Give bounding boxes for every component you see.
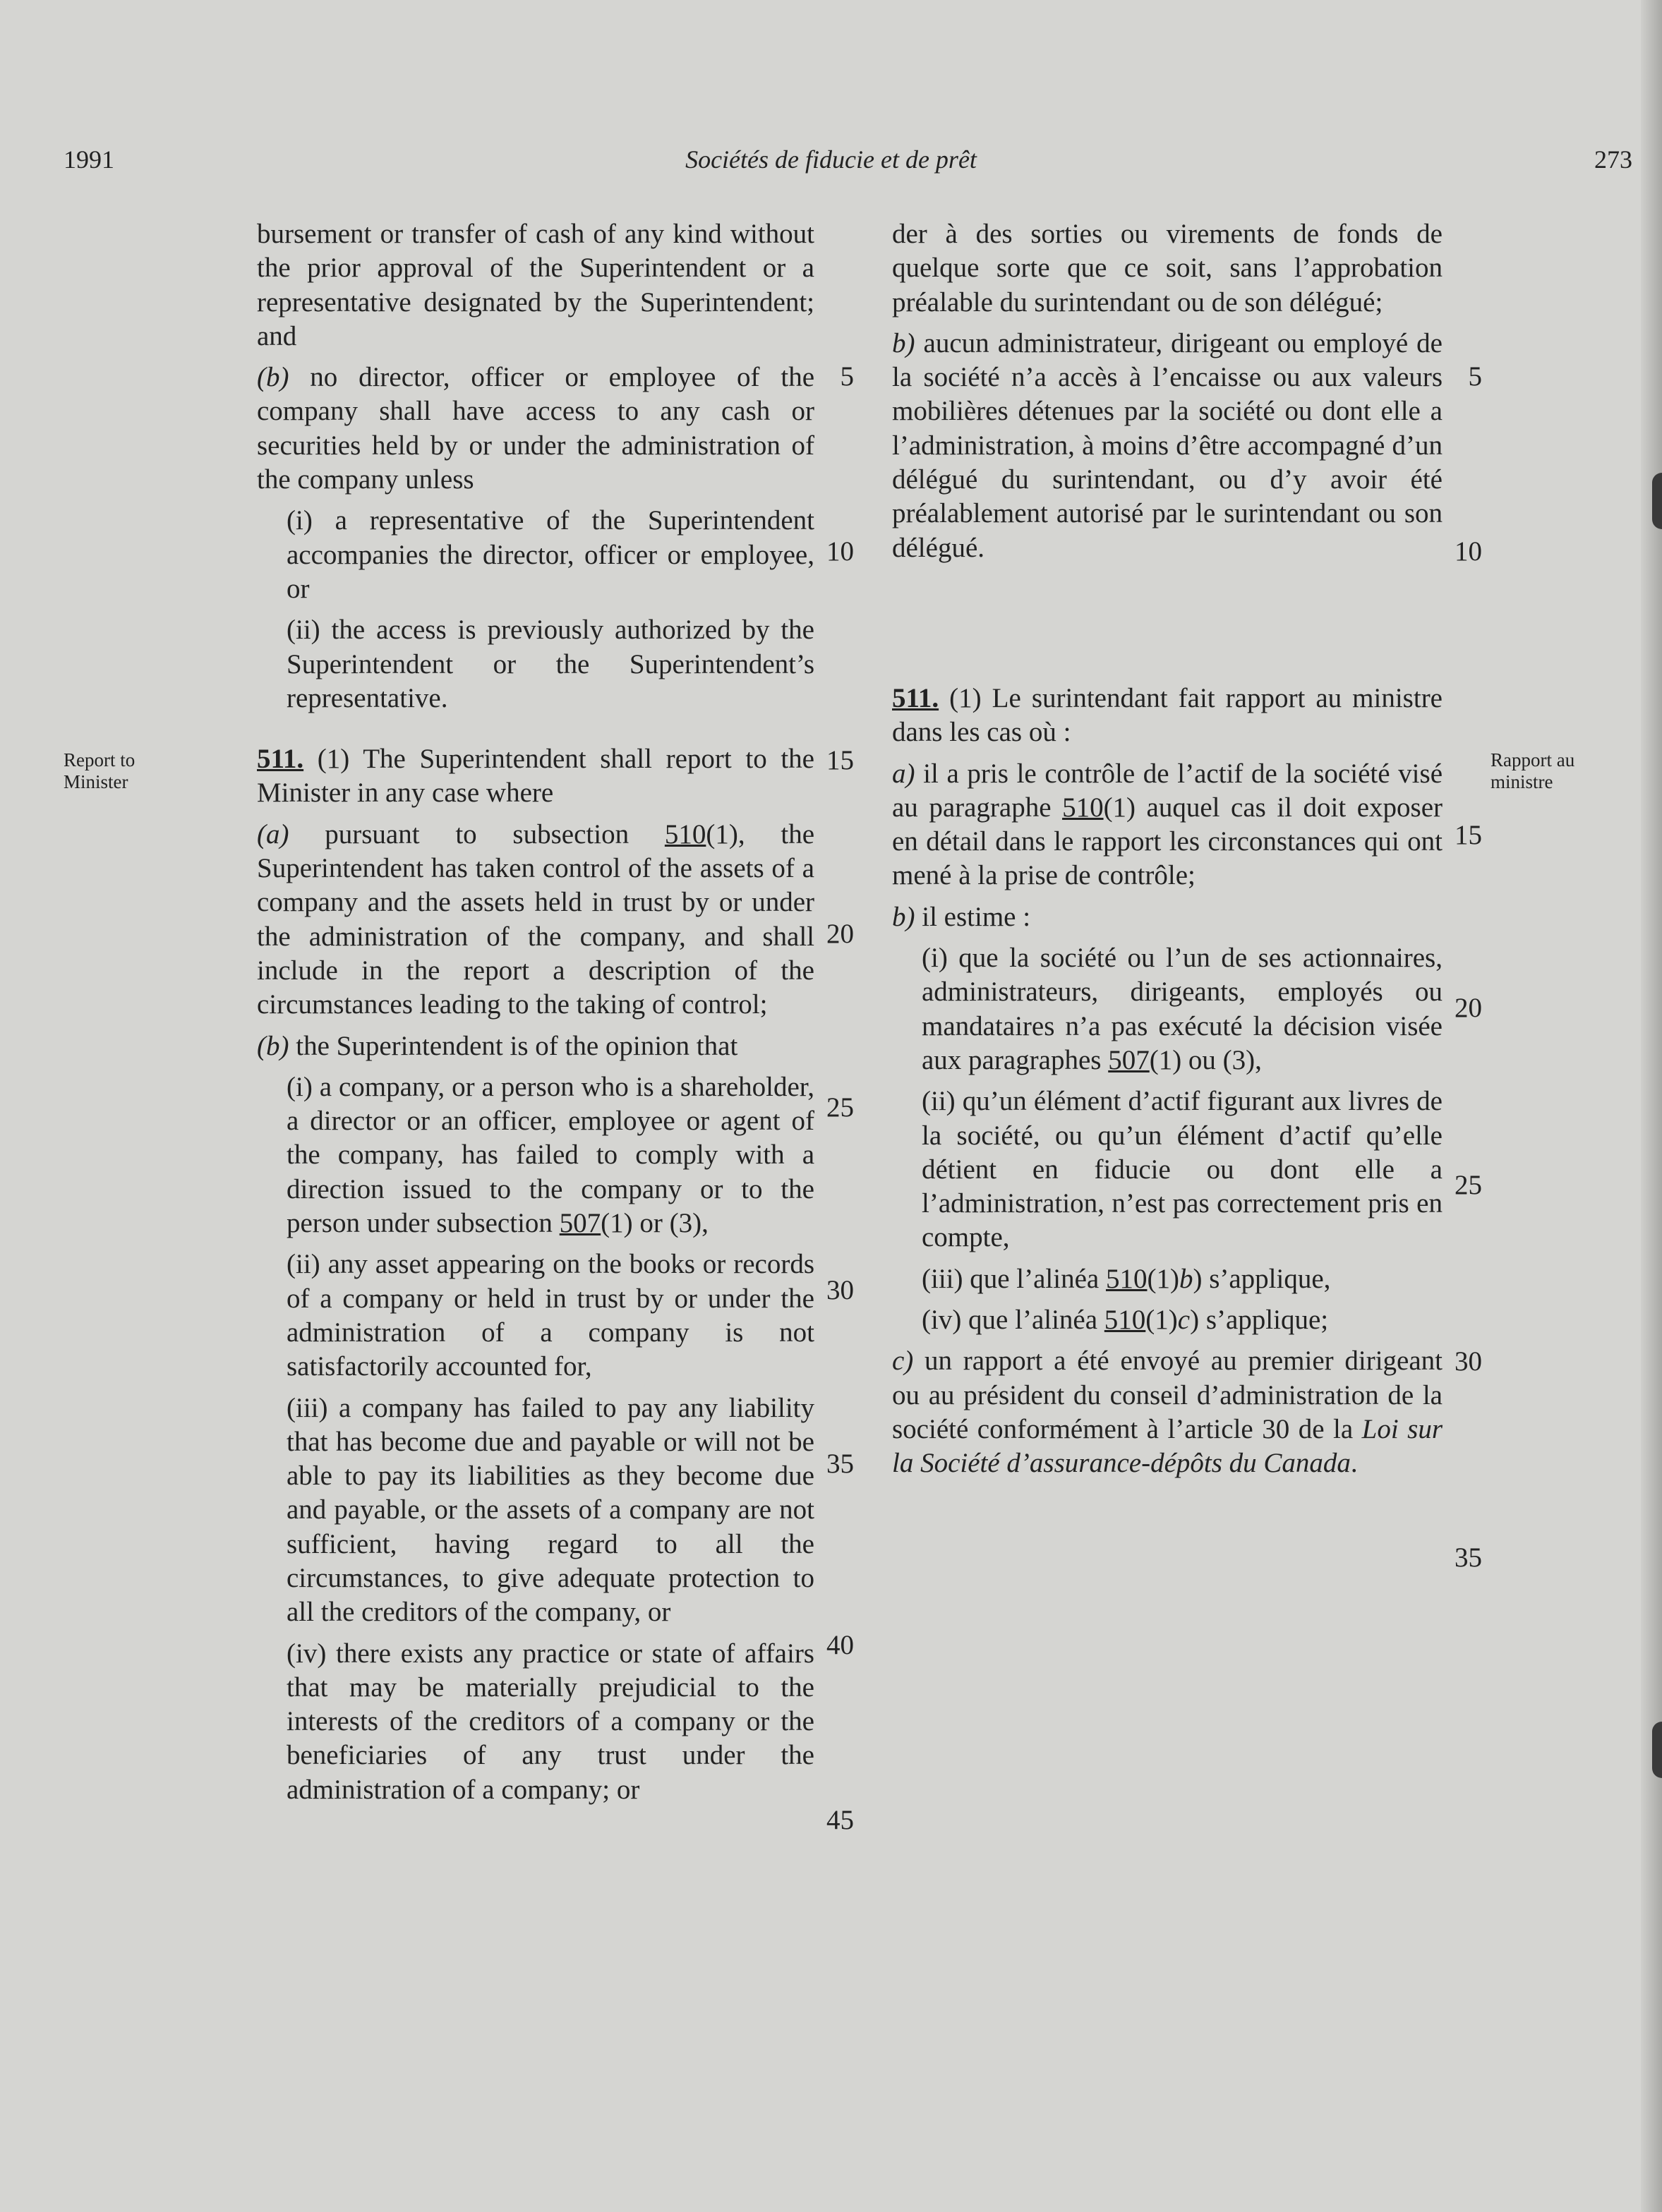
para-label: a) [892, 758, 915, 789]
line-number: 35 [1455, 1542, 1482, 1573]
para-text: (1) ou (3), [1149, 1044, 1262, 1075]
para-text: aucun administrateur, dirigeant ou employé de la société n’a accès à l’encaisse ou aux valeurs mobilières détenues par la société ou dont elle a l’administration, à moins d’être accompagné d’un délégué du surintendant, ou d’y avoir été préalablement autorisé par le surintendant ou son délégué. [892, 327, 1443, 563]
section-text: (1) The Superintendent shall report to the Minister in any case where [257, 744, 814, 809]
french-column [892, 217, 1443, 1481]
line-number: 35 [826, 1449, 854, 1479]
subparagraph-i [892, 941, 1443, 1077]
binder-tab-mark [1652, 473, 1662, 529]
header-year: 1991 [64, 145, 114, 174]
cross-reference: 510 [1062, 792, 1104, 823]
paragraph-b [892, 327, 1443, 565]
cross-reference: 510 [664, 818, 706, 850]
para-label: b) [892, 327, 915, 358]
section-511 [226, 742, 814, 811]
section-number: 511. [892, 682, 939, 713]
paragraph-b2 [257, 1029, 814, 1063]
para-text: (1) [1145, 1305, 1178, 1336]
para-text: no director, officer or employee of the company shall have access to any cash or securities held by or under the administration of the company unless [257, 362, 814, 495]
subparagraph-ii: (ii) any asset appearing on the books or records of a company or held in trust by or under the administration of a company is not satisfactorily accounted for, [287, 1249, 814, 1382]
line-number: 15 [1455, 820, 1482, 850]
paragraph-b2 [892, 900, 1443, 934]
section-511 [861, 682, 1443, 750]
para-text: b [1179, 1263, 1193, 1294]
header-title: Sociétés de fiducie et de prêt [685, 145, 977, 174]
para-text: (1) or (3), [601, 1208, 709, 1239]
margin-note-text: Rapport au ministre [1491, 749, 1575, 792]
cross-reference: 510 [1105, 1263, 1148, 1294]
section-text: (1) Le surintendant fait rapport au ministre dans les cas où : [892, 682, 1443, 748]
para-text: (1) auquel cas il doit exposer en détail dans le rapport les circonstances qui ont mené à la prise de contrôle; [892, 792, 1443, 891]
paragraph-a [257, 818, 814, 1022]
line-number: 30 [1455, 1346, 1482, 1377]
page-number: 273 [1594, 145, 1632, 174]
margin-note-report-to-minister [64, 749, 135, 793]
para-text: (1), the Superintendent has taken control of the assets of a company and the assets held in trust by or under the administration of the company, and shall include in the report a description of the circumstances leading to the taking of control; [257, 818, 814, 1020]
line-number: 10 [1455, 536, 1482, 567]
para-text: (1) [1147, 1263, 1179, 1294]
line-number: 45 [826, 1805, 854, 1835]
page-edge [1641, 0, 1662, 2212]
line-number: 20 [1455, 993, 1482, 1023]
para-text: (i) a company, or a person who is a shareholder, a director or an officer, employee or agent of the company, has failed to comply with a direction issued to the company or to the person under subsection [287, 1071, 814, 1239]
binder-tab-mark [1652, 1722, 1662, 1778]
subparagraph-ii: (ii) the access is previously authorized by the Superintendent or the Superintendent’s representative. [287, 615, 814, 713]
para-text: c [1177, 1305, 1191, 1336]
line-number: 25 [826, 1092, 854, 1123]
paragraph-c [892, 1344, 1443, 1480]
para-text: un rapport a été envoyé au premier dirigeant ou au président du conseil d’administration de la société conformément à l’article 30 de la [892, 1346, 1443, 1444]
para-label: (b) [257, 1030, 289, 1061]
para-label: (b) [257, 362, 289, 393]
para-text: ) s’applique, [1193, 1263, 1331, 1294]
para-text: il a pris le contrôle de l’actif de la société visé au paragraphe [892, 758, 1443, 823]
para-text: (iv) que l’alinéa [922, 1305, 1104, 1336]
subparagraph-i: (i) a representative of the Superintendent accompanies the director, officer or employee, or [287, 505, 814, 604]
continued-paragraph: bursement or transfer of cash of any kind without the prior approval of the Superintendent or a representative designated by the Superintendent; and [257, 219, 814, 351]
line-number: 10 [826, 536, 854, 567]
act-title: Loi sur la Société d’assurance-dépôts du Canada [892, 1413, 1443, 1479]
para-label: c) [892, 1346, 914, 1377]
cross-reference: 510 [1104, 1305, 1146, 1336]
line-number: 5 [1468, 361, 1482, 392]
subparagraph-ii: (ii) qu’un élément d’actif figurant aux livres de la société, ou qu’un élément d’actif qu’elle détient en fiducie ou dont elle a l’administration, n’est pas correctement pris en compte, [922, 1086, 1443, 1253]
subparagraph-iii: (iii) a company has failed to pay any liability that has become due and payable or will not be able to pay its liabilities as they become due and payable, or the assets of a company are not sufficient, having regard to all the circumstances, to give adequate protection to all the creditors of the company, or [287, 1392, 814, 1628]
line-number: 15 [826, 745, 854, 775]
margin-note-text: Report to Minister [64, 749, 136, 792]
paragraph-a [892, 757, 1443, 893]
line-number: 30 [826, 1275, 854, 1305]
paragraph-b [257, 361, 814, 497]
para-label: (a) [257, 818, 289, 850]
section-number: 511. [257, 744, 304, 775]
continued-paragraph: der à des sorties ou virements de fonds de quelque sorte que ce soit, sans l’approbation préalable du surintendant ou de son délégué; [892, 219, 1443, 318]
subparagraph-iii [892, 1262, 1443, 1296]
subparagraph-i [257, 1070, 814, 1240]
subparagraph-iv [892, 1303, 1443, 1337]
cross-reference: 507 [1108, 1044, 1150, 1075]
line-number: 20 [826, 919, 854, 949]
para-text: il estime : [915, 901, 1031, 932]
subparagraph-iv: (iv) there exists any practice or state of affairs that may be materially prejudicial to the interests of the creditors of a company or the beneficiaries of any trust under the administration of a company; or [287, 1638, 814, 1805]
page-header [0, 145, 1662, 187]
line-number: 25 [1455, 1170, 1482, 1200]
line-number: 5 [840, 361, 854, 392]
english-column [257, 217, 814, 1807]
para-text: (iii) que l’alinéa [922, 1263, 1106, 1294]
margin-note-rapport-au-ministre [1491, 749, 1574, 793]
para-text: (i) que la société ou l’un de ses actionnaires, administrateurs, dirigeants, employés ou mandataires n’a pas exécuté la décision visée aux paragraphes [922, 943, 1443, 1075]
cross-reference: 507 [559, 1208, 601, 1239]
para-text: . [1350, 1448, 1358, 1479]
para-text: ) s’applique; [1190, 1305, 1329, 1336]
para-text: the Superintendent is of the opinion that [289, 1030, 738, 1061]
para-text: pursuant to subsection [289, 818, 665, 850]
para-label: b) [892, 901, 915, 932]
line-number: 40 [826, 1630, 854, 1660]
